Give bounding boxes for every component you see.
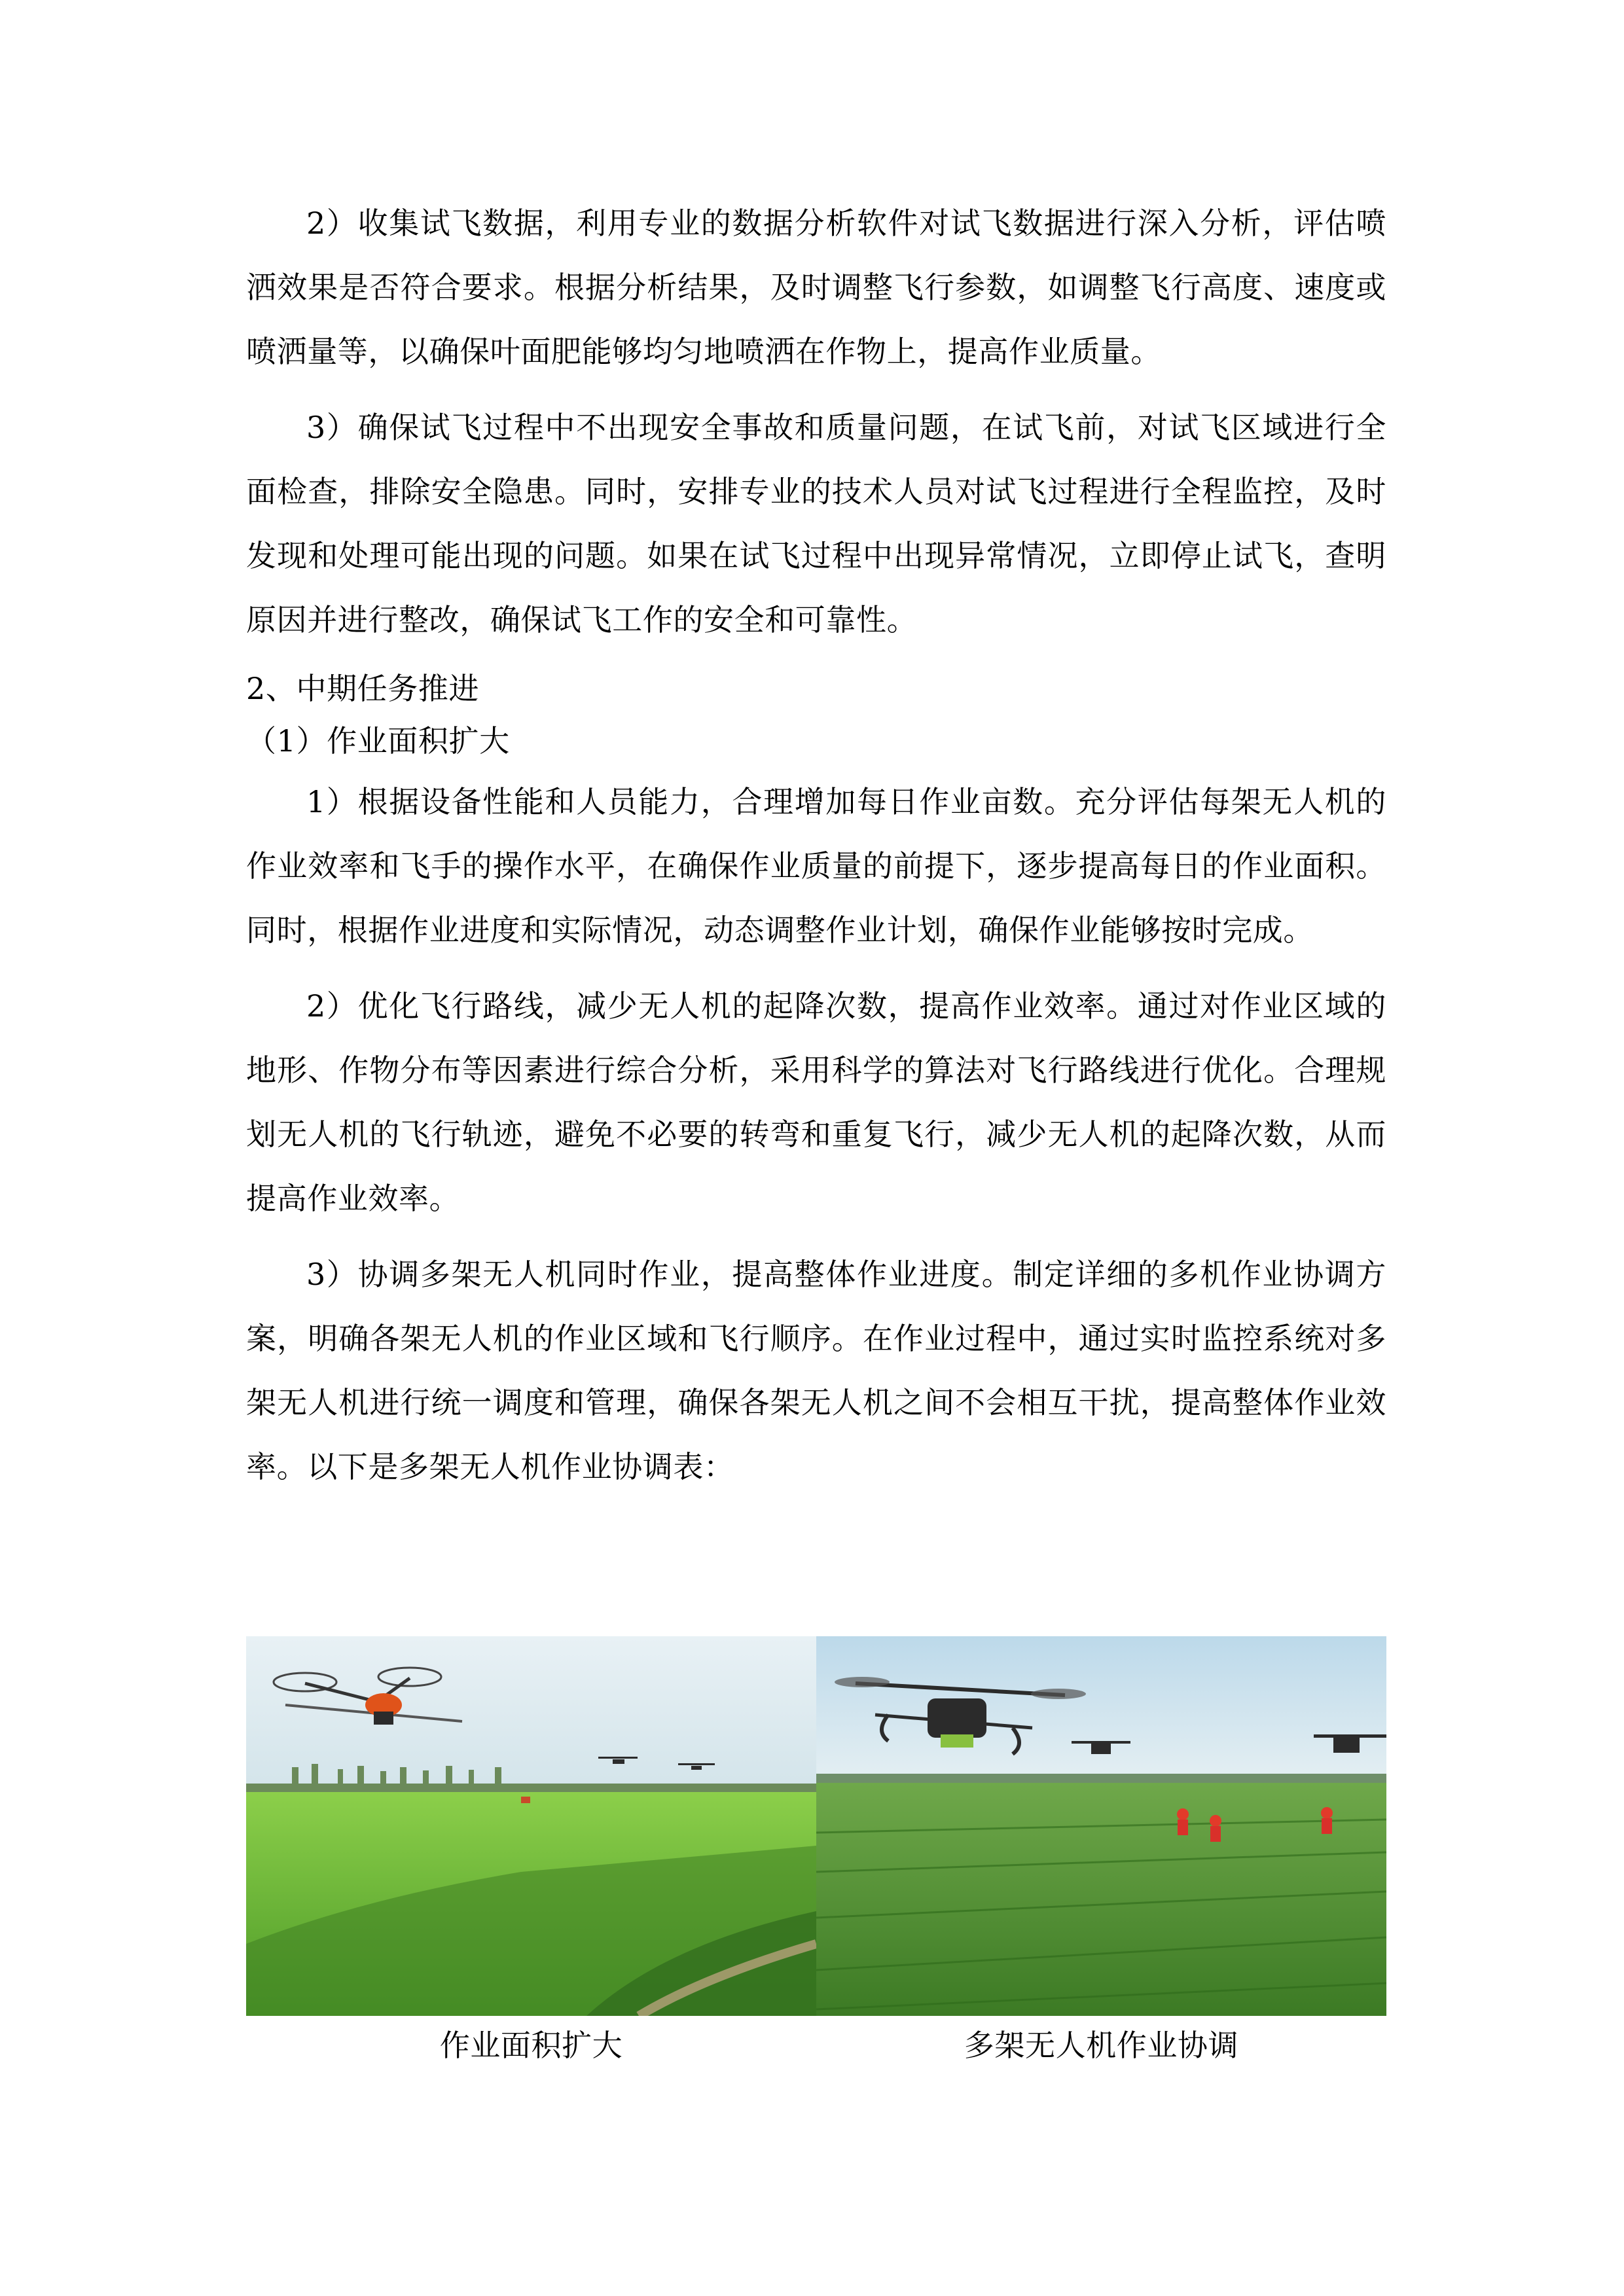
paragraph-multi-drone: 3）协调多架无人机同时作业，提高整体作业进度。制定详细的多机作业协调方案，明确各架无人机的作业区域和飞行顺序。在作业过程中，通过实时监控系统对多架无人机进行统一调度和管理，确保各架无人机之间不会相互干扰，提高整体作业效率。以下是多架无人机作业协调表： [246,1257,1386,1484]
photo-field-single-drone [246,1636,816,2016]
caption-left: 作业面积扩大 [439,2028,623,2063]
caption-right: 多架无人机作业协调 [964,2028,1239,2063]
paragraph-increase-area: 1）根据设备性能和人员能力，合理增加每日作业亩数。充分评估每架无人机的作业效率和飞手的操作水平，在确保作业质量的前提下，逐步提高每日的作业面积。同时，根据作业进度和实际情况，动态调整作业计划，确保作业能够按时完成。 [246,784,1386,948]
field-drone-image [246,1636,816,2016]
multi-drone-image [816,1636,1386,2016]
paragraph-optimize-route: 2）优化飞行路线，减少无人机的起降次数，提高作业效率。通过对作业区域的地形、作物分布等因素进行综合分析，采用科学的算法对飞行路线进行优化。合理规划无人机的飞行轨迹，避免不必要的转弯和重复飞行，减少无人机的起降次数，从而提高作业效率。 [246,988,1386,1216]
figure-row [246,1636,1386,2016]
body-text [246,191,1386,1499]
section-heading: 2、中期任务推进 [246,671,480,706]
paragraph-test-data-collection: 2）收集试飞数据，利用专业的数据分析软件对试飞数据进行深入分析，评估喷洒效果是否符合要求。根据分析结果，及时调整飞行参数，如调整飞行高度、速度或喷洒量等，以确保叶面肥能够均匀地喷洒在作物上，提高作业质量。 [246,206,1386,369]
photo-field-multiple-drones [816,1636,1386,2016]
subsection-heading: （1）作业面积扩大 [246,723,510,759]
paragraph-test-safety: 3）确保试飞过程中不出现安全事故和质量问题，在试飞前，对试飞区域进行全面检查，排除安全隐患。同时，安排专业的技术人员对试飞过程进行全程监控，及时发现和处理可能出现的问题。如果在试飞过程中出现异常情况，立即停止试飞，查明原因并进行整改，确保试飞工作的安全和可靠性。 [246,410,1386,637]
